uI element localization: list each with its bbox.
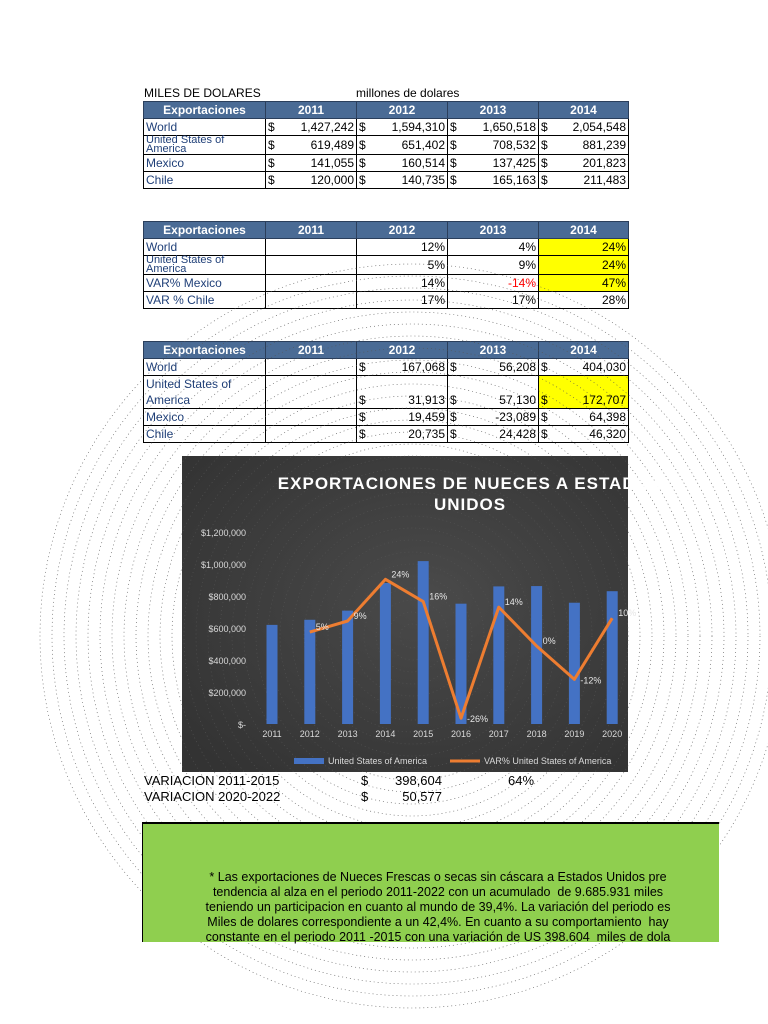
line-data-label: -12% xyxy=(580,675,602,686)
table-cell: 12% xyxy=(357,239,448,256)
table-cell: $ 2,054,548 xyxy=(539,119,629,136)
x-tick-label: 2018 xyxy=(526,729,547,739)
currency-symbol: $ xyxy=(450,427,457,441)
x-tick-label: 2016 xyxy=(450,729,472,739)
currency-symbol: $ xyxy=(450,360,457,374)
currency-symbol: $ xyxy=(450,120,457,134)
table-cell xyxy=(266,256,357,275)
row-label: Mexico xyxy=(144,409,266,426)
note-box xyxy=(142,822,719,942)
table-cell: $ 881,239 xyxy=(539,136,629,155)
currency-symbol: $ xyxy=(359,138,366,152)
table-cell: $ 404,030 xyxy=(539,359,629,376)
x-tick-label: 2012 xyxy=(299,729,320,739)
currency-symbol: $ xyxy=(450,173,457,187)
note-line: tendencia al alza en el periodo 2011-2022 con un acumulado de 9.685.931 miles xyxy=(212,885,664,899)
currency-symbol: $ xyxy=(541,410,548,424)
column-header: Exportaciones xyxy=(144,222,266,239)
bar-2014 xyxy=(380,583,391,724)
y-tick-label: $800,000 xyxy=(208,592,246,602)
y-tick-label: $200,000 xyxy=(208,688,246,698)
chart-title-line-1: EXPORTACIONES DE NUECES A ESTADOS xyxy=(277,474,663,493)
column-header: Exportaciones xyxy=(144,342,266,359)
units-label-secondary: millones de dolares xyxy=(356,86,460,100)
line-data-label: 10% xyxy=(618,608,637,619)
row-label: World xyxy=(144,119,266,136)
y-tick-label: $1,000,000 xyxy=(200,560,246,570)
table-cell: $ 165,163 xyxy=(448,172,539,189)
x-tick-label: 2017 xyxy=(488,729,509,739)
column-header: 2013 xyxy=(448,222,539,239)
row-label: Chile xyxy=(144,426,266,443)
table-cell: $ 1,427,242 xyxy=(266,119,357,136)
table-header-row xyxy=(144,102,629,119)
line-data-label: 0% xyxy=(542,636,556,646)
table-cell: $ 19,459 xyxy=(357,409,448,426)
table-row xyxy=(144,136,629,155)
table-cell: $ 708,532 xyxy=(448,136,539,155)
table-row xyxy=(144,155,629,172)
chart-canvas xyxy=(182,456,663,772)
note-line: constante en el periodo 2011 -2015 con una variación de US 398.604 miles de dola xyxy=(205,930,671,944)
y-tick-label: $1,200,000 xyxy=(200,528,246,538)
table-row xyxy=(144,376,629,409)
table-row xyxy=(144,275,629,292)
currency-symbol: $ xyxy=(361,773,369,788)
row-label: VAR % Chile xyxy=(144,292,266,309)
note-line: teniendo un participacion en cuanto al mundo de 39,4%. La variación del periodo es xyxy=(205,900,671,914)
currency-symbol: $ xyxy=(450,410,457,424)
column-header: 2011 xyxy=(266,342,357,359)
table-cell xyxy=(266,409,357,426)
row-label: World xyxy=(144,359,266,376)
table-cell: $ 211,483 xyxy=(539,172,629,189)
table-cell: $ 141,055 xyxy=(266,155,357,172)
table-cell: $ 46,320 xyxy=(539,426,629,443)
exports-table xyxy=(143,101,629,189)
table-cell: $ 64,398 xyxy=(539,409,629,426)
table-row xyxy=(144,239,629,256)
row-label: Chile xyxy=(144,172,266,189)
currency-symbol: $ xyxy=(450,393,457,407)
table-row xyxy=(144,119,629,136)
column-header: 2011 xyxy=(266,102,357,119)
currency-symbol: $ xyxy=(541,427,548,441)
table-cell: $ 619,489 xyxy=(266,136,357,155)
table-cell: 14% xyxy=(357,275,448,292)
currency-symbol: $ xyxy=(268,120,275,134)
currency-symbol: $ xyxy=(541,156,548,170)
variation-value-table xyxy=(143,341,629,443)
currency-symbol: $ xyxy=(268,138,275,152)
row-label: United States of America xyxy=(144,376,266,409)
table-cell: $ 140,735 xyxy=(357,172,448,189)
row-label: United States of America xyxy=(144,256,266,275)
currency-symbol: $ xyxy=(361,789,369,804)
table-cell: $ 172,707 xyxy=(539,376,629,409)
x-tick-label: 2011 xyxy=(262,729,282,739)
table-cell: $ 120,000 xyxy=(266,172,357,189)
table-cell: -14% xyxy=(448,275,539,292)
table-cell: $ 1,594,310 xyxy=(357,119,448,136)
table-header-row xyxy=(144,342,629,359)
x-tick-label: 2019 xyxy=(564,729,585,739)
currency-symbol: $ xyxy=(359,360,366,374)
table-cell: $ 651,402 xyxy=(357,136,448,155)
legend-label: VAR% United States of America xyxy=(484,756,612,766)
exports-chart xyxy=(182,456,663,772)
table-cell: 17% xyxy=(448,292,539,309)
table-cell: $ 24,428 xyxy=(448,426,539,443)
x-tick-label: 2020 xyxy=(602,729,623,739)
variation-value: 50,577 xyxy=(402,789,442,804)
table-cell: $ 137,425 xyxy=(448,155,539,172)
table-cell: $ 201,823 xyxy=(539,155,629,172)
row-label: United States of America xyxy=(144,136,266,155)
bar-2018 xyxy=(531,586,542,724)
variation-value: 398,604 xyxy=(395,773,442,788)
table-row xyxy=(144,426,629,443)
table-header-row xyxy=(144,222,629,239)
x-tick-label: 2013 xyxy=(337,729,358,739)
bar-2019 xyxy=(569,603,580,724)
line-data-label: -26% xyxy=(467,714,489,725)
row-label: World xyxy=(144,239,266,256)
table-cell: 9% xyxy=(448,256,539,275)
line-data-label: 14% xyxy=(504,597,523,608)
chart-background xyxy=(182,456,628,772)
currency-symbol: $ xyxy=(359,427,366,441)
column-header: 2012 xyxy=(357,342,448,359)
currency-symbol: $ xyxy=(359,173,366,187)
note-line: Miles de dolares correspondiente a un 42,4%. En cuanto a su comportamiento hay xyxy=(207,915,669,929)
table-cell: $ 57,130 xyxy=(448,376,539,409)
table-cell xyxy=(266,239,357,256)
table-cell: 24% xyxy=(539,239,629,256)
column-header: 2014 xyxy=(539,222,629,239)
currency-symbol: $ xyxy=(268,173,275,187)
variation-label: VARIACION 2011-2015 xyxy=(144,773,280,788)
currency-symbol: $ xyxy=(268,156,275,170)
y-tick-label: $600,000 xyxy=(208,624,246,634)
table-cell: $ 31,913 xyxy=(357,376,448,409)
row-label: VAR% Mexico xyxy=(144,275,266,292)
table-cell: 5% xyxy=(357,256,448,275)
bar-2012 xyxy=(304,620,315,724)
bar-2020 xyxy=(607,591,618,724)
column-header: 2012 xyxy=(357,222,448,239)
currency-symbol: $ xyxy=(450,138,457,152)
variation-pct: 64% xyxy=(508,773,535,788)
bar-2011 xyxy=(267,625,278,724)
table-cell xyxy=(266,275,357,292)
line-data-label: 9% xyxy=(353,611,367,621)
currency-symbol: $ xyxy=(359,393,366,407)
units-label: MILES DE DOLARES xyxy=(144,86,261,100)
column-header: 2013 xyxy=(448,102,539,119)
table-row xyxy=(144,409,629,426)
table-cell: $ 167,068 xyxy=(357,359,448,376)
x-tick-label: 2015 xyxy=(413,729,434,739)
currency-symbol: $ xyxy=(541,393,548,407)
table-cell: 28% xyxy=(539,292,629,309)
currency-symbol: $ xyxy=(541,138,548,152)
line-data-label: 5% xyxy=(315,622,329,633)
table-cell xyxy=(266,376,357,409)
table-cell: $ 56,208 xyxy=(448,359,539,376)
table-cell xyxy=(266,292,357,309)
currency-symbol: $ xyxy=(541,120,548,134)
line-data-label: 16% xyxy=(429,591,448,602)
table-cell: 24% xyxy=(539,256,629,275)
y-tick-label: $- xyxy=(237,720,246,730)
table-cell: $ -23,089 xyxy=(448,409,539,426)
table-cell: 4% xyxy=(448,239,539,256)
column-header: 2012 xyxy=(357,102,448,119)
table-cell: $ 20,735 xyxy=(357,426,448,443)
currency-symbol: $ xyxy=(541,173,548,187)
note-line: * Las exportaciones de Nueces Frescas o secas sin cáscara a Estados Unidos pre xyxy=(209,870,667,884)
table-row xyxy=(144,172,629,189)
legend-label: United States of America xyxy=(328,756,428,766)
column-header: 2014 xyxy=(539,102,629,119)
table-cell: $ 1,650,518 xyxy=(448,119,539,136)
currency-symbol: $ xyxy=(359,156,366,170)
x-tick-label: 2014 xyxy=(375,729,396,739)
variation-label: VARIACION 2020-2022 xyxy=(144,789,281,804)
table-cell xyxy=(266,359,357,376)
column-header: 2011 xyxy=(266,222,357,239)
table-row xyxy=(144,359,629,376)
chart-title-line-2: UNIDOS xyxy=(433,495,507,514)
table-cell: 17% xyxy=(357,292,448,309)
table-cell: $ 160,514 xyxy=(357,155,448,172)
table-row xyxy=(144,292,629,309)
currency-symbol: $ xyxy=(541,360,548,374)
currency-symbol: $ xyxy=(450,156,457,170)
legend-swatch-bar xyxy=(294,758,324,764)
bar-2015 xyxy=(418,561,429,724)
line-data-label: 24% xyxy=(391,569,410,580)
bar-2013 xyxy=(342,611,353,724)
column-header: 2013 xyxy=(448,342,539,359)
variation-pct-table xyxy=(143,221,629,309)
y-tick-label: $400,000 xyxy=(208,656,246,666)
table-cell: 47% xyxy=(539,275,629,292)
column-header: Exportaciones xyxy=(144,102,266,119)
table-cell xyxy=(266,426,357,443)
table-row xyxy=(144,256,629,275)
row-label: Mexico xyxy=(144,155,266,172)
currency-symbol: $ xyxy=(359,410,366,424)
note-text xyxy=(143,870,733,945)
currency-symbol: $ xyxy=(359,120,366,134)
column-header: 2014 xyxy=(539,342,629,359)
